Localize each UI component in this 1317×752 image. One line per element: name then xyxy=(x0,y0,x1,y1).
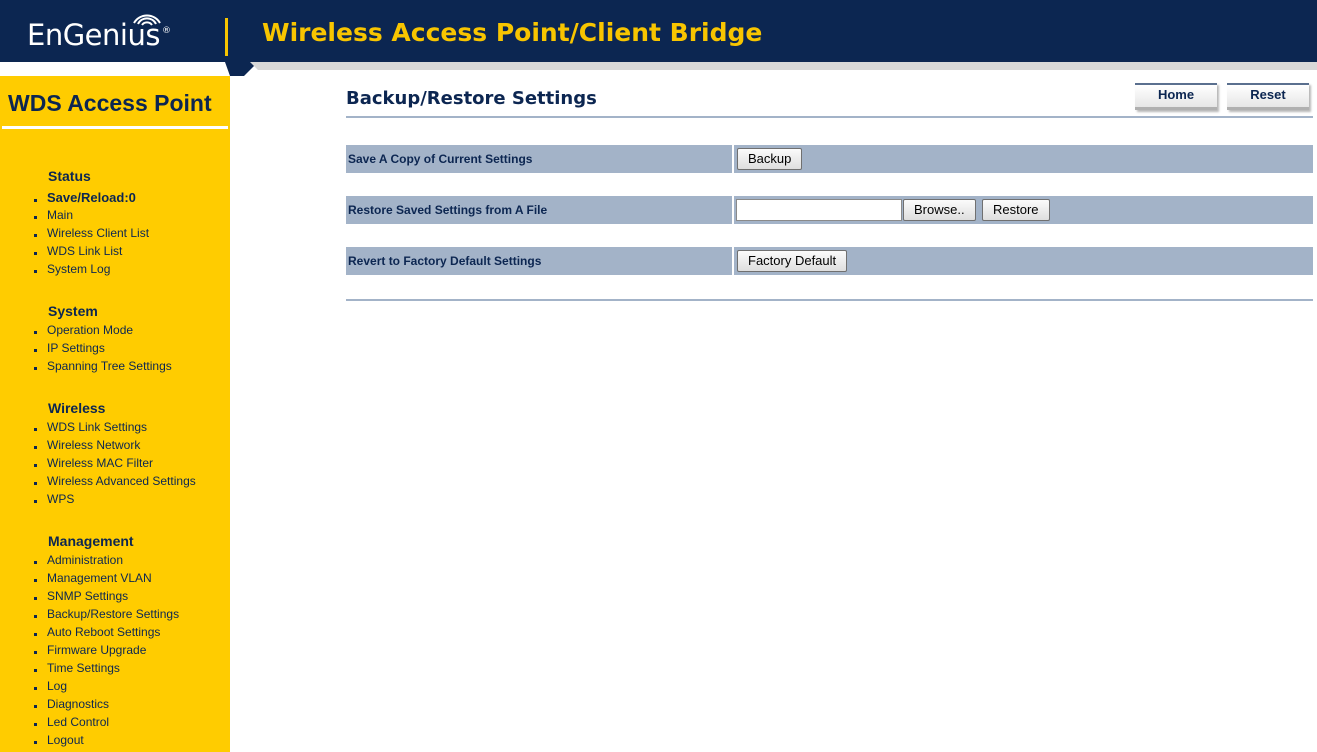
bullet-icon xyxy=(34,331,37,334)
nav-item-wireless-mac-filter[interactable] xyxy=(34,456,153,474)
nav-item-label: Wireless Client List xyxy=(47,226,150,240)
title-divider xyxy=(346,116,1313,118)
nav-item-logout[interactable] xyxy=(34,733,84,751)
browse-button[interactable]: Browse.. xyxy=(903,199,976,221)
nav-item-label: WDS Link Settings xyxy=(47,420,148,434)
nav-item-log[interactable] xyxy=(34,679,67,697)
nav-item-label: WPS xyxy=(47,492,75,506)
bullet-icon xyxy=(34,579,37,582)
nav-item-backup-restore-settings[interactable] xyxy=(34,607,179,625)
header-divider xyxy=(225,18,228,56)
bullet-icon xyxy=(34,705,37,708)
nav-item-label: Time Settings xyxy=(47,661,120,675)
nav-item-label: WDS Link List xyxy=(47,244,123,258)
nav-item-label: Save/Reload:0 xyxy=(47,190,136,205)
factory-default-label: Revert to Factory Default Settings xyxy=(348,254,542,268)
row-separator xyxy=(732,247,734,275)
nav-item-system-log[interactable] xyxy=(34,262,110,280)
product-title: Wireless Access Point/Client Bridge xyxy=(262,18,763,47)
wifi-logo-icon xyxy=(130,10,164,28)
nav-item-wireless-advanced-settings[interactable] xyxy=(34,474,196,492)
nav-item-label: Administration xyxy=(47,553,124,567)
bullet-icon xyxy=(34,428,37,431)
registered-mark: ® xyxy=(161,26,171,36)
row-separator xyxy=(732,145,734,173)
nav-item-label: Logout xyxy=(47,733,84,747)
bullet-icon xyxy=(34,597,37,600)
row-separator xyxy=(732,196,734,224)
nav-item-main[interactable] xyxy=(34,208,73,226)
nav-item-wireless-client-list[interactable] xyxy=(34,226,149,244)
bullet-icon xyxy=(34,741,37,744)
bullet-icon xyxy=(34,199,37,202)
bottom-divider xyxy=(346,299,1313,301)
nav-item-spanning-tree-settings[interactable] xyxy=(34,359,172,377)
nav-item-management-vlan[interactable] xyxy=(34,571,152,589)
nav-item-label: Backup/Restore Settings xyxy=(47,607,180,621)
bullet-icon xyxy=(34,349,37,352)
nav-heading-management: Management xyxy=(48,533,134,549)
nav-item-diagnostics[interactable] xyxy=(34,697,109,715)
bullet-icon xyxy=(34,651,37,654)
nav-item-auto-reboot-settings[interactable] xyxy=(34,625,160,643)
bullet-icon xyxy=(34,216,37,219)
factory-default-button[interactable]: Factory Default xyxy=(737,250,847,272)
restore-row xyxy=(346,196,1313,224)
bullet-icon xyxy=(34,500,37,503)
bullet-icon xyxy=(34,234,37,237)
logo-text: EnGenius xyxy=(27,18,160,52)
nav-item-time-settings[interactable] xyxy=(34,661,120,679)
nav-item-label: System Log xyxy=(47,262,111,276)
mode-title-underline xyxy=(2,126,228,129)
nav-item-administration[interactable] xyxy=(34,553,123,571)
nav-heading-system: System xyxy=(48,303,98,319)
nav-item-firmware-upgrade[interactable] xyxy=(34,643,146,661)
bullet-icon xyxy=(34,633,37,636)
restore-label: Restore Saved Settings from A File xyxy=(348,203,548,217)
nav-item-wds-link-list[interactable] xyxy=(34,244,122,262)
bullet-icon xyxy=(34,723,37,726)
nav-item-label: Auto Reboot Settings xyxy=(47,625,161,639)
nav-item-label: Operation Mode xyxy=(47,323,134,337)
nav-item-wps[interactable] xyxy=(34,492,74,510)
bullet-icon xyxy=(34,669,37,672)
restore-button[interactable]: Restore xyxy=(982,199,1050,221)
bullet-icon xyxy=(34,252,37,255)
operation-mode-title: WDS Access Point xyxy=(8,90,212,116)
backup-button[interactable]: Backup xyxy=(737,148,802,170)
nav-item-wireless-network[interactable] xyxy=(34,438,140,456)
backup-label: Save A Copy of Current Settings xyxy=(348,152,533,166)
nav-item-label: Log xyxy=(47,679,68,693)
nav-item-label: Led Control xyxy=(47,715,110,729)
nav-item-label: Wireless Network xyxy=(47,438,141,452)
nav-item-label: IP Settings xyxy=(47,341,105,355)
nav-item-label: SNMP Settings xyxy=(47,589,129,603)
nav-item-label: Diagnostics xyxy=(47,697,110,711)
bullet-icon xyxy=(34,615,37,618)
nav-item-snmp-settings[interactable] xyxy=(34,589,128,607)
nav-item-label: Wireless MAC Filter xyxy=(47,456,154,470)
nav-item-ip-settings[interactable] xyxy=(34,341,105,359)
nav-heading-wireless: Wireless xyxy=(48,400,106,416)
nav-item-label: Management VLAN xyxy=(47,571,152,585)
nav-item-save-reload[interactable] xyxy=(34,190,136,208)
bullet-icon xyxy=(34,687,37,690)
backup-row xyxy=(346,145,1313,173)
nav-heading-status: Status xyxy=(48,168,91,184)
bullet-icon xyxy=(34,561,37,564)
page-title: Backup/Restore Settings xyxy=(346,88,597,109)
nav-item-led-control[interactable] xyxy=(34,715,109,733)
nav-item-wds-link-settings[interactable] xyxy=(34,420,147,438)
restore-file-input[interactable] xyxy=(736,199,902,221)
bullet-icon xyxy=(34,446,37,449)
bullet-icon xyxy=(34,367,37,370)
home-button[interactable]: Home xyxy=(1135,83,1217,110)
nav-item-label: Wireless Advanced Settings xyxy=(47,474,196,488)
bullet-icon xyxy=(34,464,37,467)
nav-item-label: Spanning Tree Settings xyxy=(47,359,172,373)
reset-button[interactable]: Reset xyxy=(1227,83,1309,110)
sidebar xyxy=(0,76,230,752)
nav-item-label: Main xyxy=(47,208,74,222)
bullet-icon xyxy=(34,270,37,273)
factory-default-row xyxy=(346,247,1313,275)
bullet-icon xyxy=(34,482,37,485)
header-bar xyxy=(0,0,1317,62)
nav-item-operation-mode[interactable] xyxy=(34,323,133,341)
nav-item-label: Firmware Upgrade xyxy=(47,643,147,657)
